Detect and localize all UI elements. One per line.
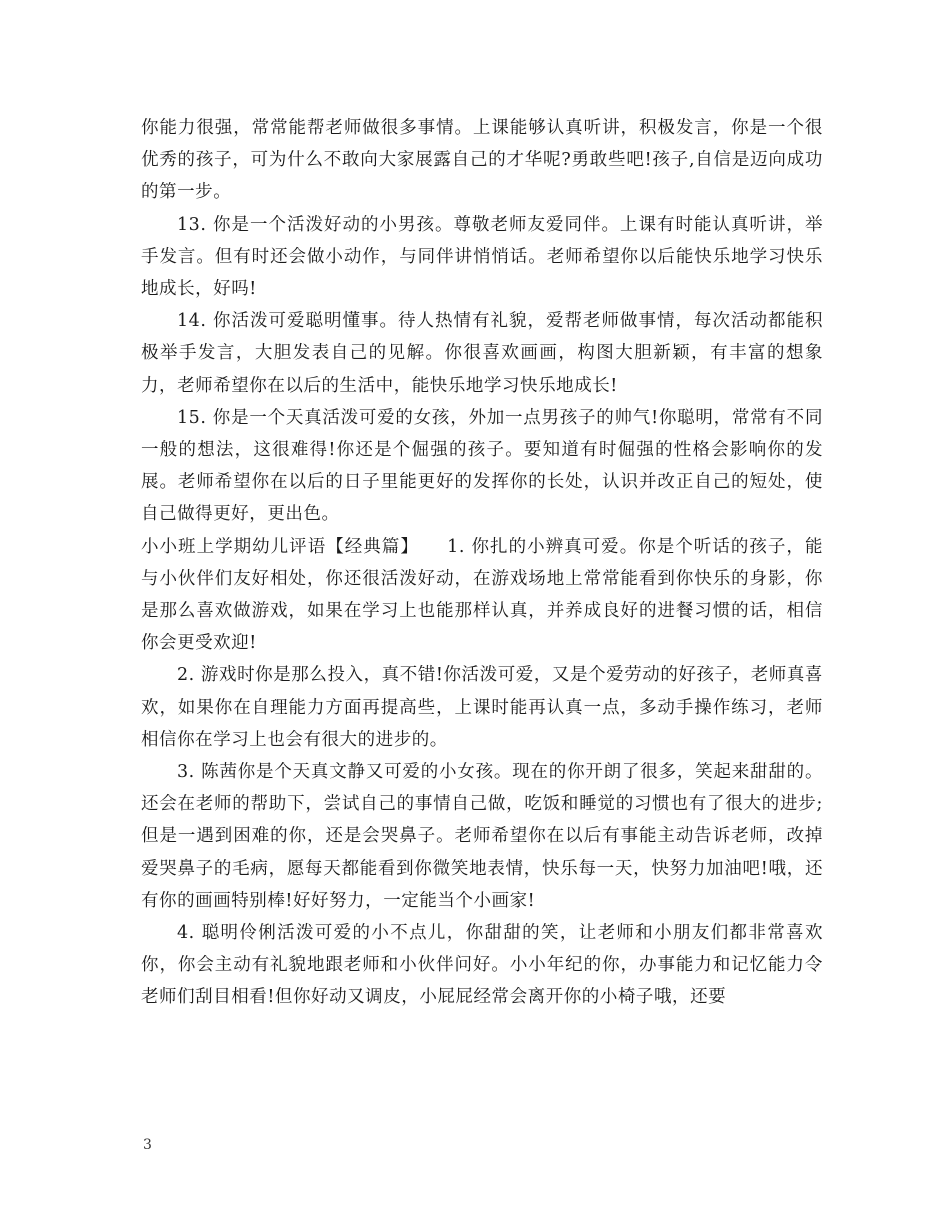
paragraph-comment-15: 15. 你是一个天真活泼可爱的女孩，外加一点男孩子的帅气!你聪明，常常有不同一般的想法，这很难得!你还是个倔强的孩子。要知道有时倔强的性格会影响你的发展。老师希望你在以后的日子里能更好的发挥你的长处，认识并改正自己的短处，使自己做得更好，更出色。 (141, 407, 823, 525)
paragraph-comment-14: 14. 你活泼可爱聪明懂事。待人热情有礼貌，爱帮老师做事情，每次活动都能积极举手发言，大胆发表自己的见解。你很喜欢画画，构图大胆新颖，有丰富的想象力，老师希望你在以后的生活中，能快乐地学习快乐地成长! (141, 311, 823, 396)
paragraph-comment-13: 13. 你是一个活泼好动的小男孩。尊敬老师友爱同伴。上课有时能认真听讲，举手发言。但有时还会做小动作，与同伴讲悄悄话。老师希望你以后能快乐地学习快乐地成长，好吗! (141, 214, 823, 300)
paragraph-continuation: 你能力很强，常常能帮老师做很多事情。上课能够认真听讲，积极发言，你是一个很优秀的孩子，可为什么不敢向大家展露自己的才华呢?勇敢些吧!孩子,自信是迈向成功的第一步。 (141, 118, 823, 203)
paragraph-section-heading-comment-1: 小小班上学期幼儿评语【经典篇】 1. 你扎的小辨真可爱。你是个听话的孩子，能与小伙伴们友好相处，你还很活泼好动，在游戏场地上常常能看到你快乐的身影，你是那么喜欢做游戏，如果在学习上也能那样认真，并养成良好的进餐习惯的话，相信你会更受欢迎! (141, 536, 823, 654)
paragraph-comment-3: 3. 陈茜你是个天真文静又可爱的小女孩。现在的你开朗了很多，笑起来甜甜的。还会在老师的帮助下，尝试自己的事情自己做，吃饭和睡觉的习惯也有了很大的进步;但是一遇到困难的你，还是会哭鼻子。老师希望你在以后有事能主动告诉老师，改掉爱哭鼻子的毛病，愿每天都能看到你微笑地表情，快乐每一天，快努力加油吧!哦，还有你的画画特别棒!好好努力，一定能当个小画家! (141, 762, 823, 911)
paragraph-comment-2: 2. 游戏时你是那么投入，真不错!你活泼可爱，又是个爱劳动的好孩子，老师真喜欢，如果你在自理能力方面再提高些，上课时能再认真一点，多动手操作练习，老师相信你在学习上也会有很大的进步的。 (141, 665, 823, 750)
page-number: 3 (143, 1137, 152, 1153)
document-body (141, 112, 823, 1014)
paragraph-comment-4: 4. 聪明伶俐活泼可爱的小不点儿，你甜甜的笑，让老师和小朋友们都非常喜欢你，你会主动有礼貌地跟老师和小伙伴问好。小小年纪的你，办事能力和记忆能力令老师们刮目相看!但你好动又调皮，小屁屁经常会离开你的小椅子哦，还要 (141, 923, 823, 1008)
